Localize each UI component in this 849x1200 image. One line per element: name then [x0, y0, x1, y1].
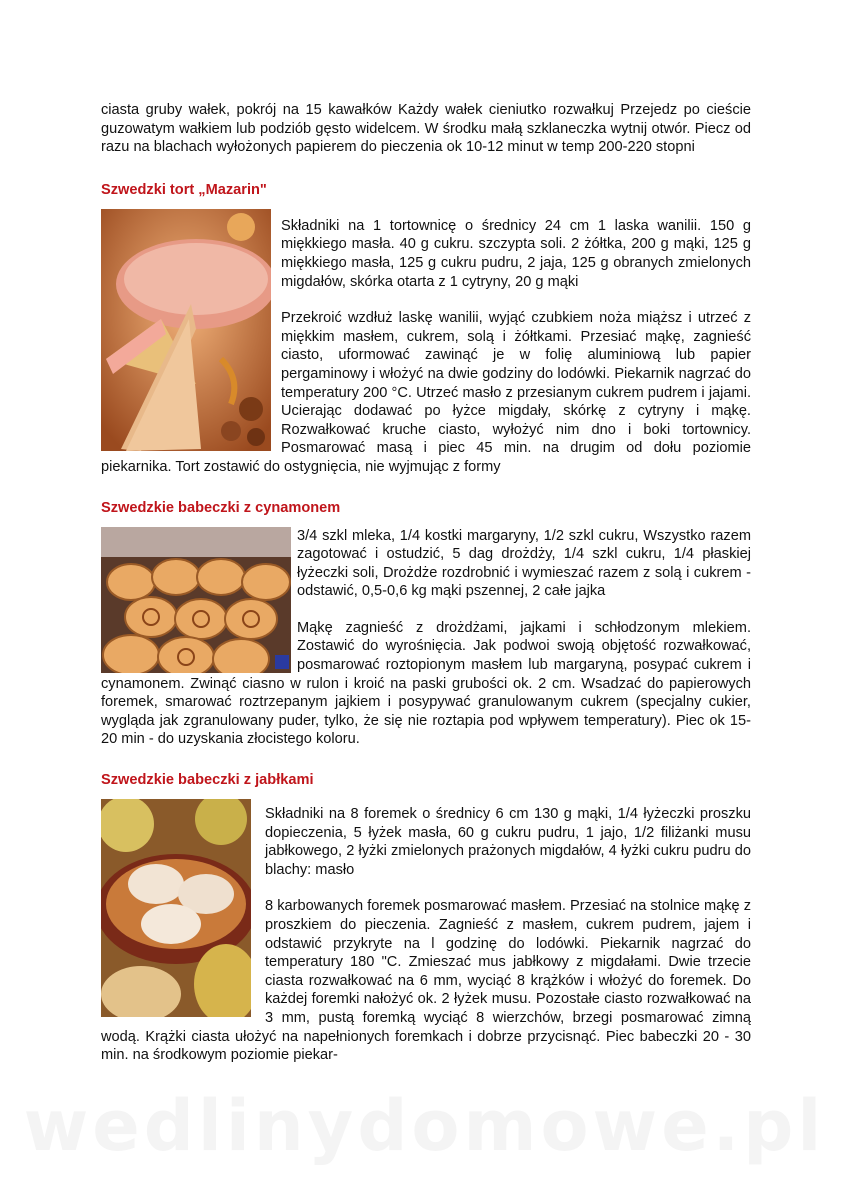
- recipe-mazarin: [101, 181, 751, 477]
- recipe-instructions: Mąkę zagnieść z drożdżami, jajkami i schłodzonym mlekiem. Zostawić do wyrośnięcia. Jak podwoi swoją objętość rozwałkować, posmarować roztopionym masłem lub margaryną, posypać cukrem i cynamonem. Zwinąć ciasno w rulon i kroić na paski grubości ok. 2 cm. Wsadzać do papierowych foremek, smarować roztrzepanym jajkiem i posypywać granulowanym cukrem (specjalny cukier, wygląda jak zgranulowany puder, tylko, że się nie roztapia pod wpływem temperatury). Piec ok 15-20 min - do uzyskania złocistego koloru.: [101, 619, 751, 748]
- cinnamon-buns-photo: [101, 527, 291, 673]
- recipe-title: Szwedzkie babeczki z jabłkami: [101, 772, 314, 789]
- recipe-ingredients: Składniki na 1 tortownicę o średnicy 24 cm 1 laska wanilii. 150 g miękkiego masła. 40 g cukru. szczypta soli. 2 żółtka, 200 g mąki, 125 g miękkiego masła, 125 g cukru pudru, 2 jaja, 125 g obranych zmielonych migdałów, skórka otarta z 1 cytryny, 20 g mąki: [281, 217, 751, 290]
- mazarin-cake-photo: [101, 209, 271, 451]
- recipe-apple-cupcakes: [101, 771, 751, 1065]
- document-page: [101, 101, 751, 1087]
- recipe-ingredients: 3/4 szkl mleka, 1/4 kostki margaryny, 1/2 szkl cukru, Wszystko razem zagotować i ostudzić, 5 dag drożdży, 1/4 szkl cukru, 1/4 płaskiej łyżeczki soli, Drożdże rozdrobnić i wymieszać razem z solą i cukrem - odstawić, 0,5-0,6 kg mąki pszennej, 2 całe jajka: [297, 527, 751, 600]
- recipe-instructions: Przekroić wzdłuż laskę wanilii, wyjąć czubkiem noża miąższ i utrzeć z miękkim masłem, cukrem, solą i żółtkami. Przesiać mąkę, zagnieść ciasto, uformować zawinąć je w folię aluminiową lub papier pergaminowy i włożyć na dwie godziny do lodówki. Piekarnik nagrzać do temperatury 200 °C. Utrzeć masło z przesianym cukrem pudrem i jajami. Ucierając dodawać po łyżce migdały, skórkę z cytryny i mąkę. Rozwałkować kruche ciasto, wyłożyć nim dno i boki tortownicy. Posmarować masą i piec 45 min. na drugim od dołu poziomie piekarnika. Tort zostawić do ostygnięcia, nie wyjmując z formy: [101, 310, 751, 475]
- apple-cupcakes-photo: [101, 799, 251, 1017]
- intro-paragraph: ciasta gruby wałek, pokrój na 15 kawałków Każdy wałek cieniutko rozwałkuj Przejedz po cieście guzowatym wałkiem lub podziób gęsto widelcem. W środku małą szklaneczka wytnij otwór. Piecz od razu na blachach wyłożonych papierem do pieczenia ok 10-12 minut w temp 200-220 stopni: [101, 102, 751, 156]
- watermark: wedlinydomowe.pl: [23, 1085, 826, 1167]
- recipe-ingredients: Składniki na 8 foremek o średnicy 6 cm 130 g mąki, 1/4 łyżeczki proszku dopieczenia, 5 łyżek masła, 60 g cukru pudru, 1 jajo, 1/2 filiżanki musu jabłkowego, 2 łyżki zmielonych prażonych migdałów, 4 łyżki cukru pudru do blachy: masło: [265, 806, 751, 878]
- recipe-cinnamon-buns: [101, 499, 751, 750]
- recipe-title: Szwedzki tort „Mazarin": [101, 181, 267, 198]
- recipe-title: Szwedzkie babeczki z cynamonem: [101, 499, 341, 516]
- recipe-instructions: 8 karbowanych foremek posmarować masłem. Przesiać na stolnice mąkę z proszkiem do pieczenia. Zagnieść z masłem, cukrem pudrem, jajem i odstawić przykryte na l godzinę do lodówki. Piekarnik nagrzać do temperatury 180 "C. Zmieszać mus jabłkowy z migdałami. Dwie trzecie ciasta rozwałkować na 6 mm, wyciąć 8 krążków i włożyć do foremek. Do każdej foremki nałożyć ok. 2 łyżek musu. Pozostałe ciasto rozwałkować na 3 mm, pustą foremką wyciąć 8 wierzchów, brzegi posmarować zimną wodą. Krążki ciasta ułożyć na napełnionych foremkach i dobrze przycisnąć. Piec babeczki 20 - 30 min. na środkowym poziomie piekar-: [101, 898, 751, 1064]
